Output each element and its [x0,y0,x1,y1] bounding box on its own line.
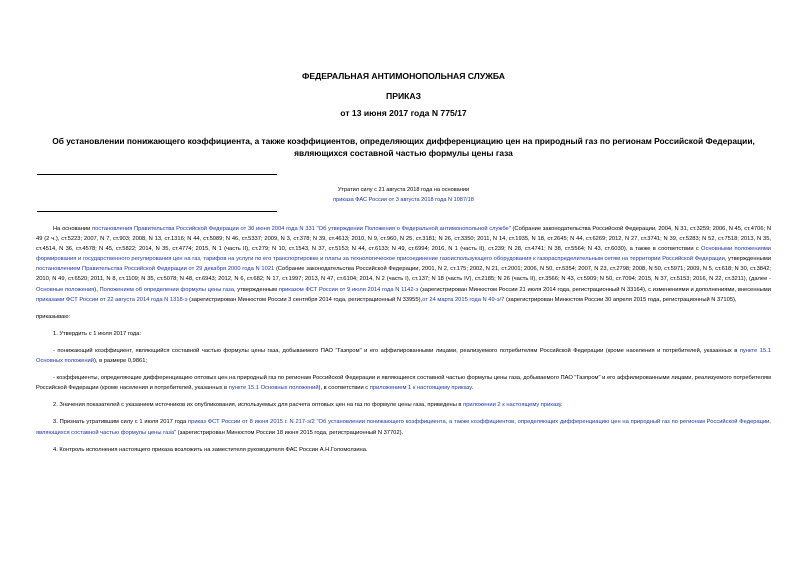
text-span: - коэффициенты, определяющие дифференциацию оптовых цен на природный газ по регионам Российской Федерации и являющиеся составной частью формулы цены газа, добываемого ПАО "Газпром" и его аффилированными лицами, реализуемого потребителям Российской Федерации (кроме населения и потребителей, указанных в [36,375,771,392]
fst-order-1142-link[interactable]: приказом ФСТ России от 9 июля 2014 года N 1142-э [278,286,419,293]
text-span: ), [94,286,100,293]
item-2 [36,400,771,410]
item-1: 1. Утвердить с 1 июля 2017 года: [53,330,142,337]
document-body [36,224,771,455]
annex-1-link[interactable]: приложением 1 к настоящему приказу [369,385,472,392]
document-title: Об установлении понижающего коэффициента, а также коэффициентов, определяющих дифференциацию цен на природный газ по регионам Российской Федерации, являющихся составной частью формулы цены газа [52,136,755,158]
text-span: . [560,402,563,409]
fst-order-49-link[interactable]: от 24 марта 2015 года N 49-э/7 [422,296,505,303]
text-span: (зарегистрирован Минюстом России 18 июня 2015 года, регистрационный N 37702). [176,429,404,436]
text-span: - понижающий коэффициент, являющийся составной частью формулы цены газа, добываемого ПАО "Газпром" и его аффилированными лицами, реализуемого потребителям Российской Федерации (кроме населения и потребителей, указанных в [53,347,740,354]
order-word: приказываю: [36,313,71,320]
item-4: 4. Контроль исполнения настоящего приказа возложить на заместителя руководителя ФАС России А.Н.Голомолзина. [53,446,368,453]
para-15-1-link[interactable]: пункте 15.1 Основных положений [36,347,771,365]
text-span: , утвержденными [724,256,772,263]
text-span: 2. Значения показателей с указанием источников их опубликования, используемых для расчета оптовых цен на газ по формуле цены газа, приведены в [53,402,464,409]
text-span: На основании [53,226,93,232]
repeal-note [150,185,657,205]
gov-decree-1021-link[interactable]: постановлением Правительства Российской Федерации от 29 декабря 2000 года N 1021 [36,266,275,273]
annex-2-link[interactable]: приложении 2 к настоящему приказу [463,402,561,409]
text-span: ), в соответствии с [318,385,370,392]
gov-decree-331-link[interactable]: постановления Правительства Российской Федерации от 30 июня 2004 года N 331 "Об утверждении Положения о Федеральной антимонопольной службе" [92,226,511,232]
doc-date-number: от 13 июня 2017 года N 775/17 [340,108,467,118]
para-15-1-link[interactable]: пункте 15.1 Основных положений [228,385,319,392]
doc-type-heading: ПРИКАЗ [386,91,421,101]
text-span: . [471,385,474,392]
text-span: (Собрание законодательства Российской Федерации, 2004, N 31, ст.3259; 2006, N 45, ст.4706; N 49 (2 ч.), ст.5223; 2007, N 7, ст.903; 2008, N 13, ст.1316; N 44, ст.5089; N 46, ст.5337; 2009, N 3, ст.378; N 39, ст.4613; 2010, N 9, ст.960, N 25, ст.3181; N 26, ст.3350; 2011, N 14, ст.1935, N 18, ст.2645; N 44, ст.6269; 2012, N 27, ст.3741; N 39, ст.5283; N 52, ст.7518; 2013, N 35, ст.4514, N 36, ст.4578; N 45, ст.5822; 2014, N 35, ст.4774; 2015, N 1 (часть II), ст.279; N 10, ст.1543, N 37, ст.5153; N 44, ст.6133; N 49, ст.6994; 2016, N 1 (часть II), ст.239; N 28, ст.4741; N 38, ст.5564; N 43, ст.6030), а также в соответствии с [36,226,771,253]
text-span: 3. Признать утратившим силу с 1 июля 2017 года [53,419,189,426]
basic-provisions-link[interactable]: Основными положениями формирования и государственного регулирования цен на газ, тарифов на услуги по его транспортировке и платы за технологическое присоединение газоиспользующего оборудования к газораспределительным сетям на территории Российской Федерации [36,246,772,263]
text-span: (Собрание законодательства Российской Федерации, 2001, N 2, ст.175; 2002, N 21, ст.2001; 2006, N 50, ст.5354; 2007, N 23, ст.2798; 2008, N 50, ст.5971; 2009, N 5, ст.618; N 30, ст.3842; 2010, N 49, ст.6520; 2011, N 8, ст.1109; N 35, ст.5078; N 48, ст.6943; 2012, N 6, ст.682; N 17, ст.1997; 2013, N 47, ст.6104; 2014, N 2 (часть I), ст.137; N 18 (часть IV), ст.2185; N 26 (часть II), ст.3566; N 43, ст.5909; N 50, ст.7094; 2015, N 37, ст.5153; 2016, N 22, ст.3211), (далее - [36,266,771,283]
text-span: (зарегистрирован Минюстом России 21 июля 2014 года, регистрационный N 33164), с изменениями и дополнениями, внесенными [418,286,771,293]
fst-order-1318-link[interactable]: приказами ФСТ России от 22 августа 2014 года N 1318-э [36,296,188,303]
divider-top [37,174,277,175]
preamble-paragraph [36,224,771,305]
text-span: , утвержденным [233,286,279,293]
basic-provisions-short-link[interactable]: Основные положения [36,286,95,293]
item-1b [36,373,771,393]
gas-price-formula-regulation-link[interactable]: Положением об определении формулы цены газа [99,286,234,293]
repeal-order-link[interactable]: приказа ФАС России от 3 августа 2018 года N 1087/18 [333,197,474,203]
item-1a [36,346,771,366]
text-span: (зарегистрирован Минюстом России 3 сентября 2014 года, регистрационный N 33955), [187,296,423,303]
divider-bottom [37,211,277,212]
agency-heading: ФЕДЕРАЛЬНАЯ АНТИМОНОПОЛЬНАЯ СЛУЖБА [302,71,505,81]
item-3 [36,417,771,437]
text-span: (зарегистрирован Минюстом России 30 апреля 2015 года, регистрационный N 37105), [504,296,737,303]
repeal-note-text: Утратил силу с 21 августа 2018 года на основании [337,187,470,193]
text-span: ), в размере 0,9861; [93,358,148,365]
fst-order-217-link[interactable]: приказ ФСТ России от 8 июня 2015 г. N 217-э/2 "Об установлении понижающего коэффициента, а также коэффициентов, определяющих дифференциацию цен на природный газ по регионам Российской Федерации, являющихся составной частью формулы цены газа" [36,419,771,436]
